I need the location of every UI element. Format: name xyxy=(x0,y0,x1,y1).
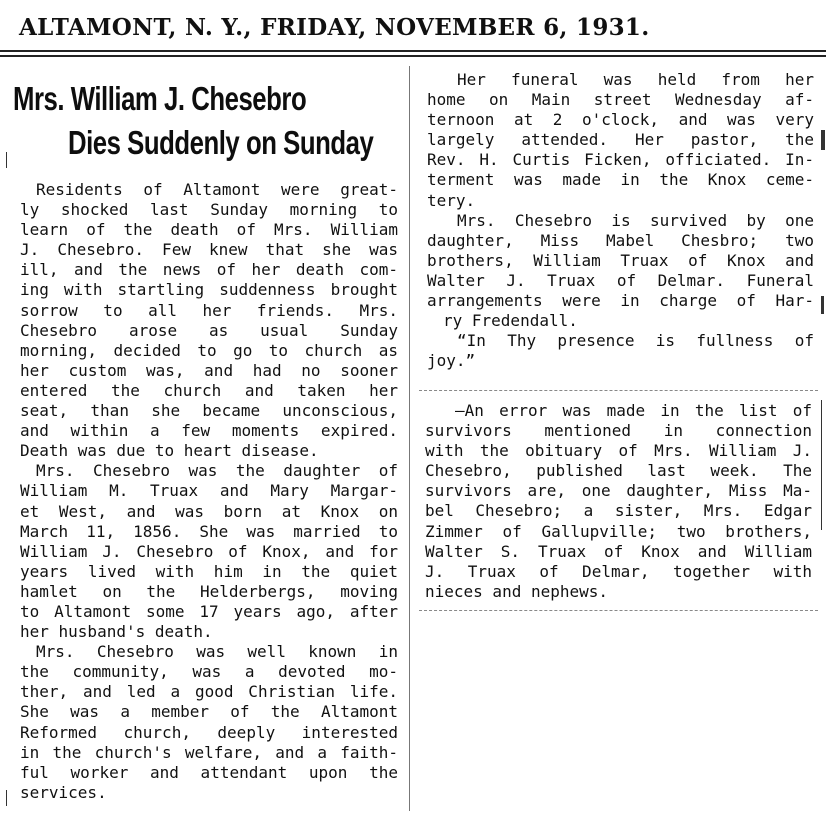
text-line: ther, and led a good Christian life. xyxy=(20,682,398,702)
text-line: morning, decided to go to church as xyxy=(20,340,398,360)
column-divider xyxy=(409,66,410,811)
left-margin-mark xyxy=(6,790,7,806)
text-line: “In Thy presence is fullness of xyxy=(457,331,814,351)
text-line: Death was due to heart disease. xyxy=(20,441,319,461)
right-margin-mark xyxy=(821,400,822,530)
text-line: learn of the death of Mrs. William xyxy=(20,220,398,240)
masthead-rule-lower xyxy=(0,55,826,57)
text-line: Mrs. Chesebro was well known in xyxy=(36,642,398,662)
text-line: home on Main street Wednesday af- xyxy=(427,90,814,110)
text-line: tery. xyxy=(427,190,476,210)
text-line: ful worker and attendant upon the xyxy=(20,762,398,782)
text-line: —An error was made in the list of xyxy=(455,401,812,420)
text-line: She was a member of the Altamont xyxy=(20,702,398,722)
text-line: terment was made in the Knox ceme- xyxy=(427,170,814,190)
text-line: hamlet on the Helderbergs, moving xyxy=(20,581,398,601)
text-line: Reformed church, deeply interested xyxy=(20,722,398,742)
text-line: brothers, William Truax of Knox and xyxy=(427,250,814,270)
text-line: Walter S. Truax of Knox and William xyxy=(425,541,812,561)
text-line: Chesebro arose as usual Sunday xyxy=(20,320,398,340)
masthead-dateline: ALTAMONT, N. Y., FRIDAY, NOVEMBER 6, 1931. xyxy=(19,14,650,41)
left-margin-mark xyxy=(6,152,7,168)
text-line: Rev. H. Curtis Ficken, officiated. In- xyxy=(427,150,814,170)
right-margin-mark xyxy=(821,296,824,314)
text-line: years lived with him in the quiet xyxy=(20,561,398,581)
text-line: to Altamont some 17 years ago, after xyxy=(20,601,398,621)
text-line: ly shocked last Sunday morning to xyxy=(20,200,398,220)
text-line: Her funeral was held from her xyxy=(457,70,814,89)
text-line: William J. Chesebro of Knox, and for xyxy=(20,541,398,561)
obituary-right-column xyxy=(427,70,814,371)
text-line: Zimmer of Gallupville; two brothers, xyxy=(425,521,812,541)
text-line: sorrow to all her friends. Mrs. xyxy=(20,300,398,320)
text-line: in the church's welfare, and a faith- xyxy=(20,742,398,762)
text-line: William M. Truax and Mary Margar- xyxy=(20,481,398,501)
text-line: et West, and was born at Knox on xyxy=(20,501,398,521)
text-line: ternoon at 2 o'clock, and was very xyxy=(427,110,814,130)
text-line: services. xyxy=(20,782,107,802)
text-line: seat, than she became unconscious, xyxy=(20,401,398,421)
text-line: with the obituary of Mrs. William J. xyxy=(425,441,812,461)
text-line: bel Chesebro; a sister, Mrs. Edgar xyxy=(425,501,812,521)
text-line: ry Fredendall. xyxy=(443,311,578,331)
headline-line-2: Dies Suddenly on Sunday xyxy=(68,124,374,161)
text-line: nieces and nephews. xyxy=(425,581,609,601)
newspaper-masthead xyxy=(0,0,826,62)
text-line: J. Truax of Delmar, together with xyxy=(425,561,812,581)
text-line: J. Chesebro. Few knew that she was xyxy=(20,240,398,260)
headline-line-1: Mrs. William J. Chesebro xyxy=(13,80,307,117)
text-line: March 11, 1856. She was married to xyxy=(20,521,398,541)
text-line: Residents of Altamont were great- xyxy=(36,180,398,199)
right-margin-mark xyxy=(821,130,825,150)
text-line: her custom was, and had no sooner xyxy=(20,360,398,380)
masthead-rule-upper xyxy=(0,50,826,52)
text-line: arrangements were in charge of Har- xyxy=(427,291,814,311)
text-line: daughter, Miss Mabel Chesbro; two xyxy=(427,230,814,250)
text-line: ing with startling suddenness brought xyxy=(20,280,398,300)
text-line: Mrs. Chesebro was the daughter of xyxy=(36,461,398,481)
text-line: largely attended. Her pastor, the xyxy=(427,130,814,150)
text-line: entered the church and taken her xyxy=(20,380,398,400)
text-line: the community, was a devoted mo- xyxy=(20,662,398,682)
text-line: Chesebro, published last week. The xyxy=(425,461,812,481)
text-line: joy.” xyxy=(427,351,476,371)
text-line: ill, and the news of her death com- xyxy=(20,260,398,280)
text-line: and within a few moments expired. xyxy=(20,421,398,441)
text-line: Mrs. Chesebro is survived by one xyxy=(457,210,814,230)
obituary-left-column xyxy=(20,180,398,803)
text-line: survivors are, one daughter, Miss Ma- xyxy=(425,481,812,501)
text-line: survivors mentioned in connection xyxy=(425,421,812,441)
text-line: her husband's death. xyxy=(20,622,213,642)
text-line: Walter J. Truax of Delmar. Funeral xyxy=(427,270,814,290)
correction-notice xyxy=(425,401,812,602)
